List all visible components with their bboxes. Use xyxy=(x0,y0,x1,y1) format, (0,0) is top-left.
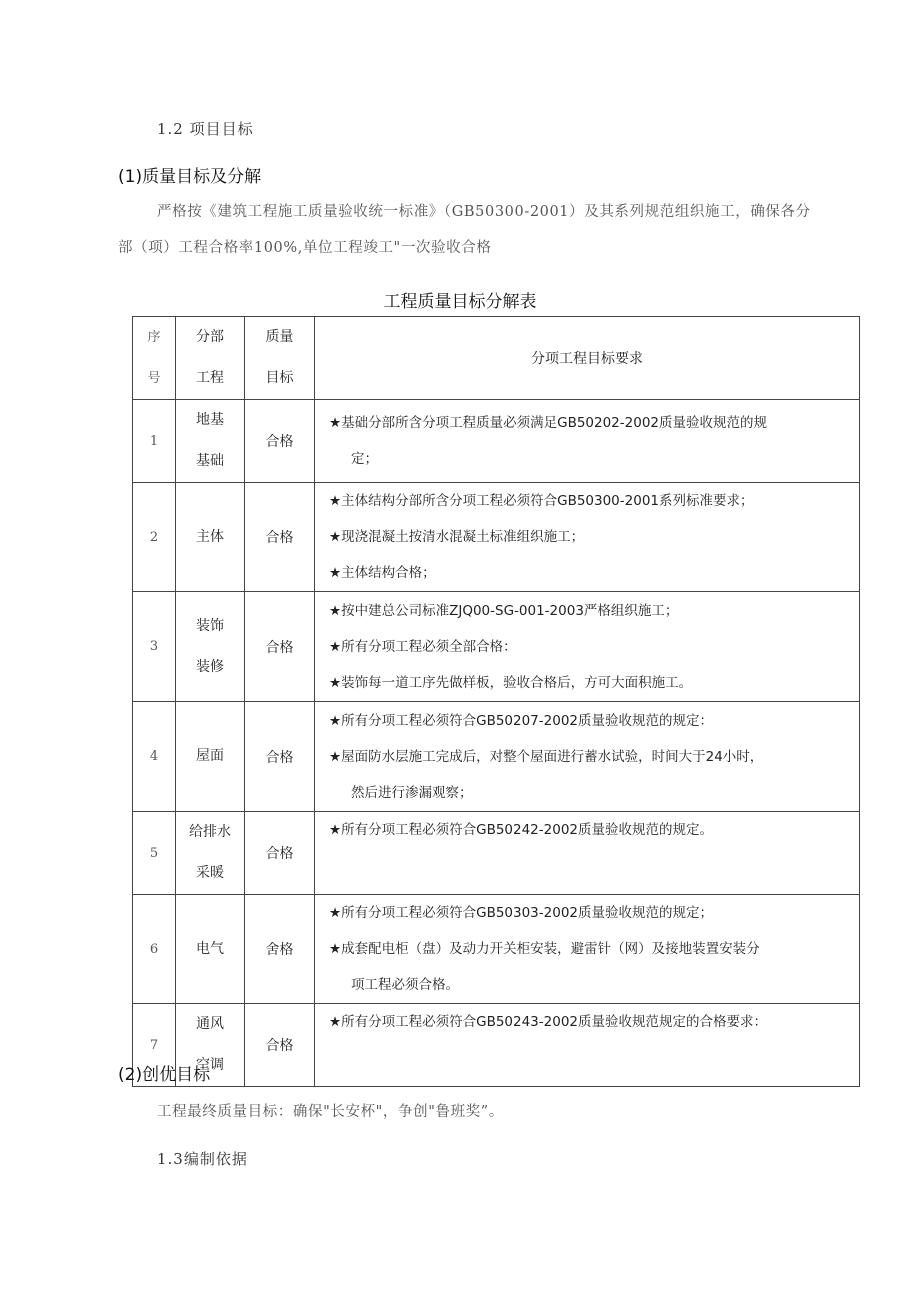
row-part-line2: 基础 xyxy=(196,453,224,469)
header-no-line1: 序 xyxy=(147,330,161,345)
quality-paragraph-line-1: 严格按《建筑工程施工质量验收统一标准》（GB50300-2001）及其系列规范组织施工，确保各分 xyxy=(157,204,811,220)
requirement-line: ★主体结构合格； xyxy=(329,565,436,581)
table-row xyxy=(133,400,860,483)
table-title: 工程质量目标分解表 xyxy=(383,292,537,312)
row-requirements xyxy=(315,400,860,483)
requirement-line: ★所有分项工程必须符合GB50207-2002质量验收规范的规定： xyxy=(329,712,713,729)
header-requirements: 分项工程目标要求 xyxy=(315,317,860,400)
requirement-line: ★基础分部所含分项工程质量必须满足GB50202-2002质量验收规范的规 xyxy=(329,415,767,431)
row-goal: 舍格 xyxy=(245,895,315,1004)
row-requirements xyxy=(315,483,860,592)
row-part-line1: 装饰 xyxy=(196,617,224,634)
row-no: 7 xyxy=(133,1004,176,1087)
quality-goal-table xyxy=(132,316,860,1087)
row-requirements xyxy=(315,592,860,702)
table-row xyxy=(133,702,860,812)
row-part-line2: 装修 xyxy=(196,658,224,675)
row-part xyxy=(176,400,245,483)
header-part-line1: 分部 xyxy=(196,329,224,345)
row-goal: 合格 xyxy=(245,483,315,592)
header-goal-line2: 目标 xyxy=(265,370,294,386)
requirement-line: ★所有分项工程必须符合GB50303-2002质量验收规范的规定； xyxy=(329,905,713,921)
requirement-line: ★所有分项工程必须符合GB50242-2002质量验收规范的规定。 xyxy=(329,822,713,838)
header-goal-line1: 质量 xyxy=(265,329,294,345)
row-goal: 合格 xyxy=(245,400,315,483)
row-no: 5 xyxy=(133,812,176,895)
row-no: 1 xyxy=(133,400,176,483)
requirement-line: ★按中建总公司标准ZJQ00-SG-001-2003严格组织施工； xyxy=(329,602,679,619)
row-goal: 合格 xyxy=(245,592,315,702)
row-requirements xyxy=(315,895,860,1004)
row-part xyxy=(176,592,245,702)
row-goal: 合格 xyxy=(245,812,315,895)
requirement-line: 项工程必须合格。 xyxy=(351,977,459,993)
requirement-line: ★成套配电柜（盘）及动力开关柜安装，避雷针（网）及接地装置安装分 xyxy=(329,941,760,957)
requirement-line: ★主体结构分部所含分项工程必须符合GB50300-2001系列标准要求； xyxy=(329,493,754,509)
header-no-line2: 号 xyxy=(147,371,161,386)
requirement-line: ★屋面防水层施工完成后，对整个屋面进行蓄水试验，时间大于24小时， xyxy=(329,748,764,765)
row-part-line1: 地基 xyxy=(196,412,224,428)
row-requirements xyxy=(315,1004,860,1087)
header-goal xyxy=(245,317,315,400)
row-no: 6 xyxy=(133,895,176,1004)
row-no: 2 xyxy=(133,483,176,592)
section-1-3-heading: 1.3编制依据 xyxy=(157,1150,248,1168)
excellence-goal-heading: (2)创优目标 xyxy=(118,1065,211,1085)
header-part-line2: 工程 xyxy=(196,370,224,386)
requirement-line: ★所有分项工程必须符合GB50243-2002质量验收规范规定的合格要求： xyxy=(329,1014,767,1030)
row-part xyxy=(176,812,245,895)
row-part: 屋面 xyxy=(176,702,245,812)
requirement-line: ★现浇混凝土按清水混凝土标准组织施工； xyxy=(329,529,585,545)
table-row xyxy=(133,1004,860,1087)
row-part: 电气 xyxy=(176,895,245,1004)
row-goal: 合格 xyxy=(245,702,315,812)
row-part-line2: 采暖 xyxy=(196,865,224,881)
quality-paragraph-line-2: 部（项）工程合格率100%,单位工程竣工"一次验收合格 xyxy=(118,240,492,256)
table-header-row xyxy=(133,317,860,400)
table-row xyxy=(133,895,860,1004)
row-part-line1: 给排水 xyxy=(189,824,231,840)
row-part-line2: 空调 xyxy=(196,1057,224,1073)
row-requirements xyxy=(315,702,860,812)
excellence-paragraph: 工程最终质量目标：确保"长安杯"，争创"鲁班奖”。 xyxy=(157,1104,504,1120)
row-part-line1: 通风 xyxy=(196,1016,224,1032)
table-row xyxy=(133,812,860,895)
requirement-line: ★装饰每一道工序先做样板，验收合格后，方可大面积施工。 xyxy=(329,674,693,691)
row-goal: 合格 xyxy=(245,1004,315,1087)
table-row xyxy=(133,483,860,592)
requirement-line: ★所有分项工程必须全部合格： xyxy=(329,638,517,655)
header-part xyxy=(176,317,245,400)
requirement-line: 定； xyxy=(351,451,378,467)
row-no: 4 xyxy=(133,702,176,812)
section-1-2-heading: 1.2 项目目标 xyxy=(157,120,254,138)
table-row xyxy=(133,592,860,702)
requirement-line: 然后进行渗漏观察； xyxy=(351,784,473,801)
row-part: 主体 xyxy=(176,483,245,592)
header-no xyxy=(133,317,176,400)
row-requirements xyxy=(315,812,860,895)
quality-goal-heading: (1)质量目标及分解 xyxy=(118,167,262,187)
row-no: 3 xyxy=(133,592,176,702)
